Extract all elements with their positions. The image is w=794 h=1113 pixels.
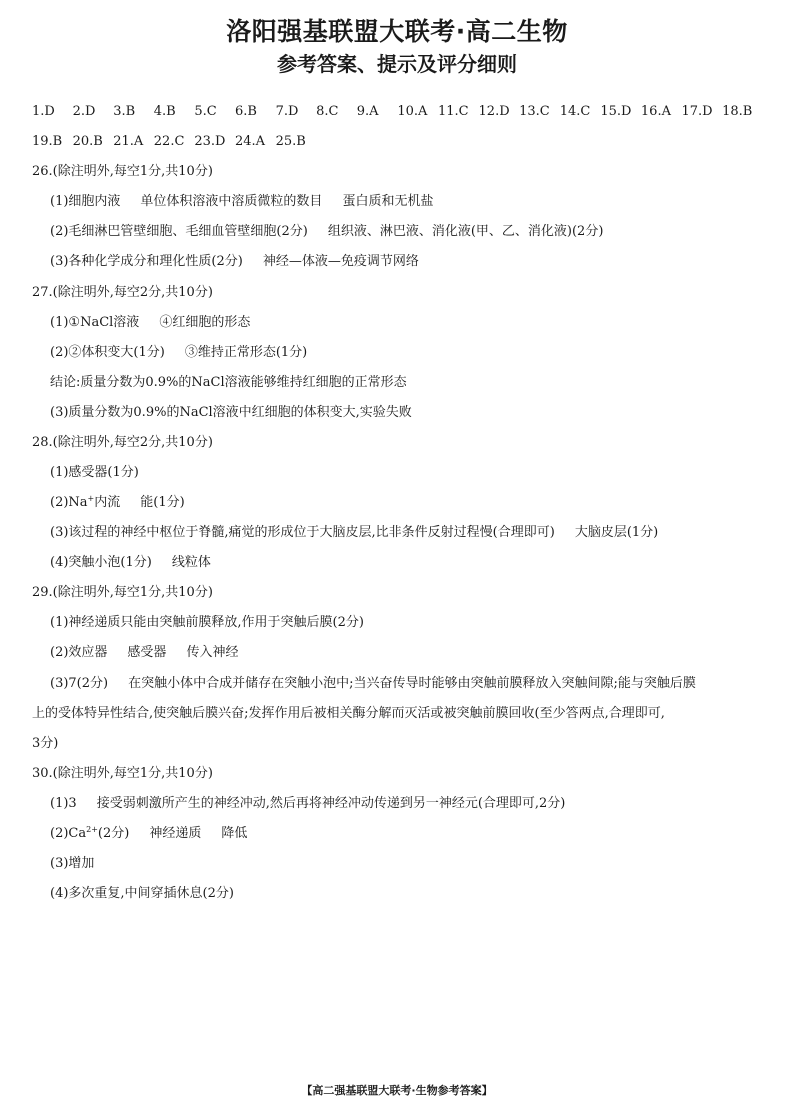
q29-answer-3-line-2: 上的受体特异性结合,使突触后膜兴奋;发挥作用后被相关酶分解而灭活或被突触前膜回收(至少答两点,合理即可,: [32, 706, 665, 721]
q26-header: 26.(除注明外,每空1分,共10分): [32, 164, 213, 179]
q29-answer-3-line-3: 3分): [32, 736, 59, 751]
q30-a2-part: 降低: [221, 826, 248, 841]
q29-a2-part: 传入神经: [186, 645, 239, 660]
q26-a3-part: 神经—体液—免疫调节网络: [262, 254, 419, 269]
choice-answer: 22.C: [153, 134, 185, 149]
q30-a1-part: 接受弱刺激所产生的神经冲动,然后再将神经冲动传递到另一神经元(合理即可,2分): [96, 796, 566, 811]
choice-answers-row-1: [32, 104, 763, 120]
choice-answer: 5.C: [194, 104, 217, 119]
q28-a2-second: 能(1分): [140, 495, 185, 510]
q26-answer-3: [50, 254, 419, 270]
q29-a2-part: 感受器: [127, 645, 167, 660]
ion-charge-superscript: +: [87, 494, 95, 503]
q26-a2-part: (2)毛细淋巴管壁细胞、毛细血管壁细胞(2分): [50, 224, 308, 239]
choice-answers-row-2: [32, 134, 316, 150]
q28-a2-prefix: (2)Na: [50, 495, 88, 510]
q28-answer-1: (1)感受器(1分): [50, 465, 139, 480]
q29-a2-part: (2)效应器: [50, 645, 108, 660]
q27-header: 27.(除注明外,每空2分,共10分): [32, 285, 213, 300]
q28-a3-part: 大脑皮层(1分): [574, 525, 659, 540]
choice-answer: 3.B: [113, 104, 136, 119]
q29-a3-first: (3)7(2分): [50, 676, 109, 691]
ion-charge-superscript: 2+: [86, 825, 98, 834]
q28-header: 28.(除注明外,每空2分,共10分): [32, 435, 213, 450]
choice-answer: 15.D: [600, 104, 632, 119]
choice-answer: 16.A: [640, 104, 671, 119]
q28-answer-2: [50, 495, 185, 511]
q30-answer-3: (3)增加: [50, 856, 95, 871]
choice-answer: 11.C: [437, 104, 469, 119]
q30-answer-2: [50, 826, 247, 842]
choice-answer: 8.C: [316, 104, 339, 119]
page-footer: 【高二强基联盟大联考·生物参考答案】: [301, 1084, 493, 1097]
choice-answer: 20.B: [72, 134, 103, 149]
q28-a2-rest: 内流: [94, 495, 121, 510]
q29-answer-2: [50, 645, 238, 661]
q30-a2-prefix: (2)Ca: [50, 826, 87, 841]
q30-a2-rest: (2分): [97, 826, 130, 841]
q28-a4-part: (4)突触小泡(1分): [50, 555, 152, 570]
choice-answer: 18.B: [722, 104, 753, 119]
q27-a2-part: ③维持正常形态(1分): [184, 345, 308, 360]
choice-answer: 17.D: [681, 104, 713, 119]
choice-answer: 23.D: [194, 134, 226, 149]
choice-answer: 19.B: [32, 134, 63, 149]
q29-header: 29.(除注明外,每空1分,共10分): [32, 585, 213, 600]
q30-answer-4: (4)多次重复,中间穿插休息(2分): [50, 886, 234, 901]
q29-answer-3-line-1: [50, 676, 696, 692]
choice-answer: 2.D: [72, 104, 96, 119]
q26-a1-part: 蛋白质和无机盐: [342, 194, 434, 209]
q26-a1-part: 单位体积溶液中溶质微粒的数目: [140, 194, 323, 209]
q27-conclusion: 结论:质量分数为0.9%的NaCl溶液能够维持红细胞的正常形态: [50, 375, 407, 390]
choice-answer: 12.D: [478, 104, 510, 119]
q26-answer-2: [50, 224, 603, 240]
q30-a1-part: (1)3: [50, 796, 77, 811]
page-subtitle: 参考答案、提示及评分细则: [277, 52, 517, 76]
choice-answer: 7.D: [275, 104, 299, 119]
choice-answer: 1.D: [32, 104, 55, 119]
choice-answer: 10.A: [397, 104, 428, 119]
q27-a2-part: (2)②体积变大(1分): [50, 345, 165, 360]
q26-a2-part: 组织液、淋巴液、消化液(甲、乙、消化液)(2分): [327, 224, 604, 239]
q27-answer-1: [50, 315, 250, 331]
q27-a1-part: ④红细胞的形态: [159, 315, 251, 330]
choice-answer: 4.B: [153, 104, 176, 119]
choice-answer: 24.A: [234, 134, 266, 149]
q30-header: 30.(除注明外,每空1分,共10分): [32, 766, 213, 781]
q26-a1-part: (1)细胞内液: [50, 194, 121, 209]
q28-a3-part: (3)该过程的神经中枢位于脊髓,痛觉的形成位于大脑皮层,比非条件反射过程慢(合理即可): [50, 525, 555, 540]
choice-answer: 9.A: [356, 104, 379, 119]
q26-answer-1: [50, 194, 433, 210]
q30-a2-part: 神经递质: [149, 826, 202, 841]
q28-a4-part: 线粒体: [171, 555, 211, 570]
q28-answer-4: [50, 555, 211, 571]
q27-answer-2: [50, 345, 307, 361]
q26-a3-part: (3)各种化学成分和理化性质(2分): [50, 254, 243, 269]
q27-a1-part: (1)①NaCl溶液: [50, 315, 140, 330]
choice-answer: 14.C: [559, 104, 591, 119]
choice-answer: 6.B: [234, 104, 257, 119]
q30-answer-1: [50, 796, 565, 812]
choice-answer: 25.B: [275, 134, 306, 149]
choice-answer: 13.C: [519, 104, 550, 119]
q28-answer-3: [50, 525, 658, 541]
q29-answer-1: (1)神经递质只能由突触前膜释放,作用于突触后膜(2分): [50, 615, 364, 630]
q27-answer-3: (3)质量分数为0.9%的NaCl溶液中红细胞的体积变大,实验失败: [50, 405, 412, 420]
q29-a3-text: 在突触小体中合成并储存在突触小泡中;当兴奋传导时能够由突触前膜释放入突触间隙;能与突触后膜: [128, 676, 696, 691]
page-title: 洛阳强基联盟大联考·高二生物: [226, 17, 568, 46]
choice-answer: 21.A: [113, 134, 144, 149]
